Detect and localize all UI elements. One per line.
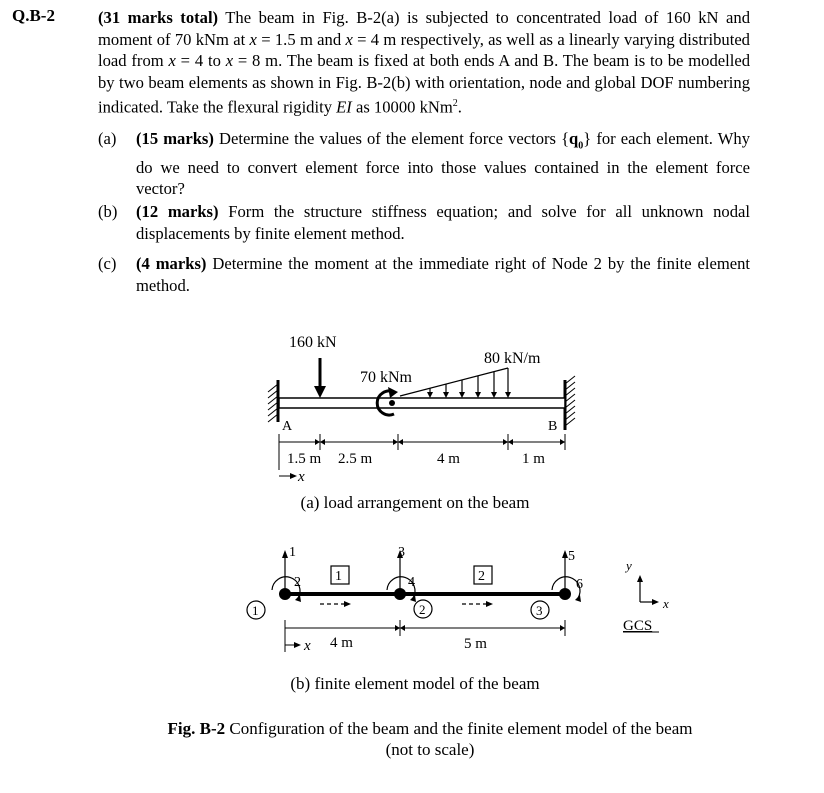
dof-3: 3 (398, 545, 405, 560)
part-a-text: (15 marks) Determine the values of the element force vectors $\{q_0\}$ for each element. Why do we need to convert element force into those values contained in the element force vector? (136, 129, 750, 199)
element-1-label: 1 (335, 569, 342, 584)
figure-caption-note: (not to scale) (385, 740, 475, 759)
moment-label: 70 kNm (360, 369, 412, 386)
node-3-label: 3 (536, 603, 543, 618)
x-axis-arrow-a (279, 473, 297, 479)
figure-b-diagram (0, 540, 824, 660)
fixed-support-a (268, 380, 278, 422)
dim-4m: 4 m (437, 451, 460, 467)
part-a (98, 128, 750, 199)
dof-6: 6 (576, 577, 583, 592)
gcs-x-label: x (663, 596, 669, 611)
x-axis-arrow-b (285, 642, 301, 648)
point-load-label: 160 kN (289, 334, 337, 351)
node-3-dot (559, 588, 571, 600)
dim-2-5m: 2.5 m (338, 451, 373, 467)
dof-4: 4 (408, 575, 415, 590)
part-b-label: (b) (98, 202, 118, 221)
distributed-load-arrowheads (427, 392, 511, 398)
dim-1m: 1 m (522, 451, 545, 467)
part-a-label: (a) (98, 129, 117, 148)
x-axis-label-a: x (298, 469, 305, 485)
element-2-orientation (462, 601, 493, 607)
support-a-label: A (282, 419, 293, 434)
marks-total: (31 marks total) (98, 8, 219, 27)
figure-a-caption: (a) load arrangement on the beam (300, 493, 530, 512)
element-1-orientation (320, 601, 351, 607)
beam (279, 398, 565, 408)
dimension-line-b (285, 620, 565, 652)
part-c-label: (c) (98, 254, 117, 273)
part-b-text: (12 marks) Form the structure stiffness equation; and solve for all unknown nodal displacements by finite element method. (136, 202, 751, 243)
support-b-label: B (548, 419, 558, 434)
fixed-support-b (565, 376, 575, 430)
figure-b-caption: (b) finite element model of the beam (290, 674, 540, 693)
gcs-axes (637, 575, 659, 605)
question-intro: (31 marks total) The beam in Fig. B-2(a) is subjected to concentrated load of 160 kN and moment of 70 kNm at x = 1.5 m and x = 4 m respectively, as well as a linearly varying distributed load from x = 4 to x = 8 m. The beam is fixed at both ends A and B. The beam is to be modelled by two beam elements as shown in Fig. B-2(b) with orientation, node and global DOF numbering indicated. Take the flexural rigidity EI as 10000 kNm$^2$. (98, 8, 750, 117)
figure-caption: Fig. B-2 Configuration of the beam and the finite element model of the beam (167, 719, 693, 738)
distributed-load-label: 80 kN/m (484, 350, 541, 367)
distributed-load (400, 368, 508, 396)
node-2-dot (394, 588, 406, 600)
node-1-dot (279, 588, 291, 600)
gcs-label: GCS (623, 618, 653, 634)
figure-a-diagram (0, 320, 824, 520)
node-2-label: 2 (419, 602, 426, 617)
dim-b-5m: 5 m (464, 636, 487, 652)
x-axis-label-b: x (304, 638, 311, 654)
part-c-text: (4 marks) Determine the moment at the immediate right of Node 2 by the finite element method. (136, 254, 750, 295)
dim-1-5m: 1.5 m (287, 451, 322, 467)
node-1-label: 1 (252, 603, 259, 618)
point-load-arrow (314, 358, 326, 398)
gcs-y-label: y (626, 558, 632, 573)
part-b (98, 201, 750, 245)
question-number: Q.B-2 (12, 6, 55, 25)
dof-5: 5 (568, 549, 575, 564)
dof-2: 2 (294, 575, 301, 590)
part-c (98, 253, 750, 297)
element-2-label: 2 (478, 569, 485, 584)
dof-1: 1 (289, 545, 296, 560)
dim-b-4m: 4 m (330, 635, 353, 651)
